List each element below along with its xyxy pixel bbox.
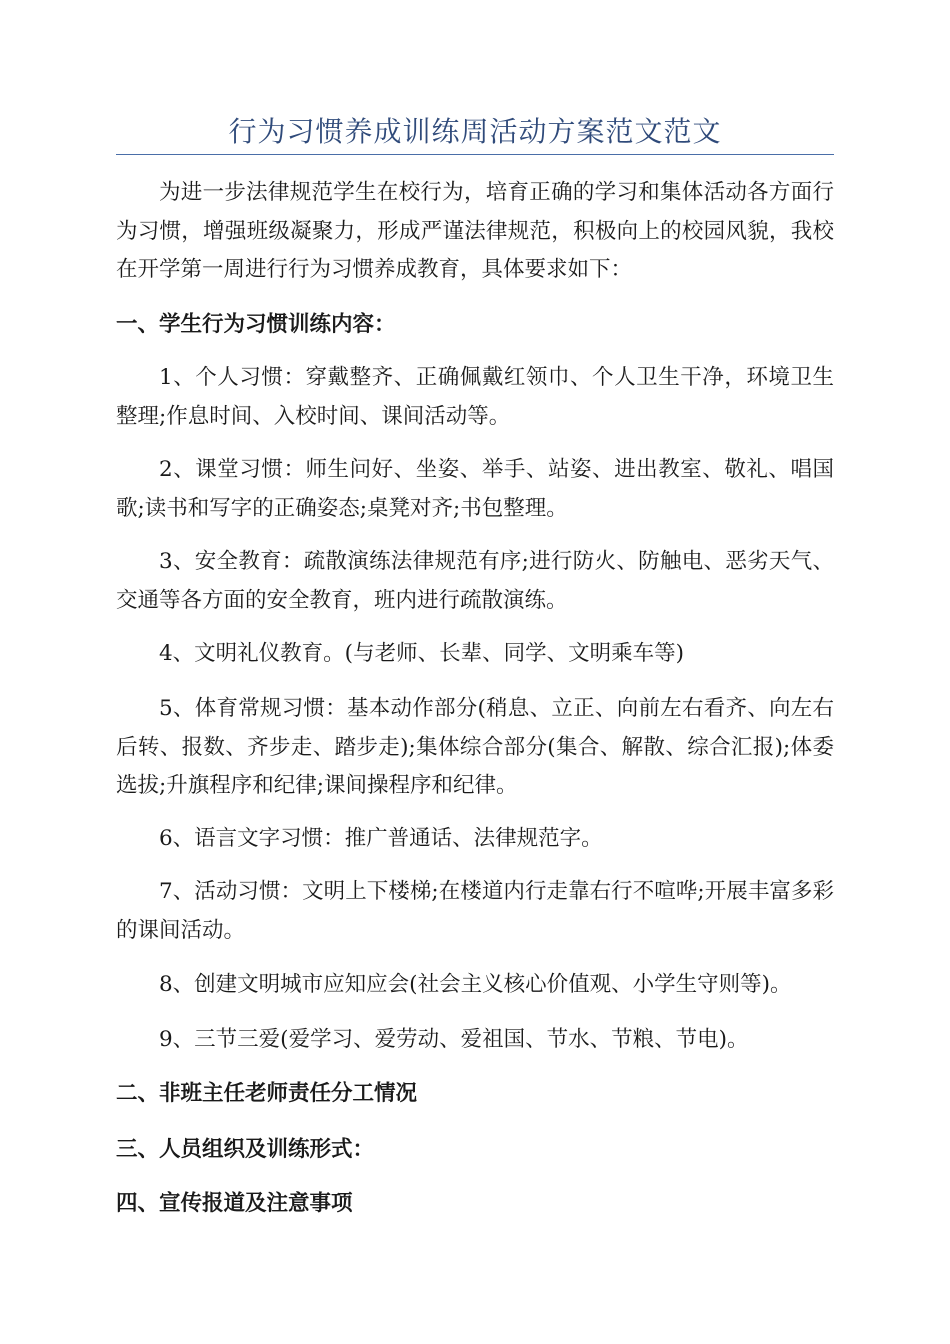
list-item-2: 2、课堂习惯：师生问好、坐姿、举手、站姿、进出教室、敬礼、唱国歌;读书和写字的正确姿态;桌凳对齐;书包整理。 [116, 457, 834, 521]
list-item-6: 6、语言文字习惯：推广普通话、法律规范字。 [159, 826, 603, 851]
document-title: 行为习惯养成训练周活动方案范文范文 [228, 115, 722, 148]
list-item-9: 9、三节三爱(爱学习、爱劳动、爱祖国、节水、节粮、节电)。 [159, 1027, 749, 1052]
section-heading-2: 二、非班主任老师责任分工情况 [116, 1081, 418, 1106]
list-item-5: 5、体育常规习惯：基本动作部分(稍息、立正、向前左右看齐、向左右后转、报数、齐步走、踏步走);集体综合部分(集合、解散、综合汇报);体委选拔;升旗程序和纪律;课间操程序和纪律。 [116, 696, 834, 798]
list-item-1: 1、个人习惯：穿戴整齐、正确佩戴红领巾、个人卫生干净，环境卫生整理;作息时间、入校时间、课间活动等。 [116, 365, 834, 429]
list-item-3: 3、安全教育：疏散演练法律规范有序;进行防火、防触电、恶劣天气、交通等各方面的安全教育，班内进行疏散演练。 [116, 549, 834, 613]
title-underline [116, 154, 834, 155]
list-item-8: 8、创建文明城市应知应会(社会主义核心价值观、小学生守则等)。 [159, 972, 792, 997]
list-item-4: 4、文明礼仪教育。(与老师、长辈、同学、文明乘车等) [159, 641, 684, 666]
intro-paragraph: 为进一步法律规范学生在校行为，培育正确的学习和集体活动各方面行为习惯，增强班级凝聚力，形成严谨法律规范，积极向上的校园风貌，我校在开学第一周进行行为习惯养成教育，具体要求如下： [116, 180, 834, 282]
section-heading-1: 一、学生行为习惯训练内容： [116, 312, 396, 337]
section-heading-3: 三、人员组织及训练形式： [116, 1137, 375, 1162]
section-heading-4: 四、宣传报道及注意事项 [116, 1191, 353, 1216]
document-page [116, 0, 834, 1344]
list-item-7: 7、活动习惯：文明上下楼梯;在楼道内行走靠右行不喧哗;开展丰富多彩的课间活动。 [116, 879, 834, 943]
